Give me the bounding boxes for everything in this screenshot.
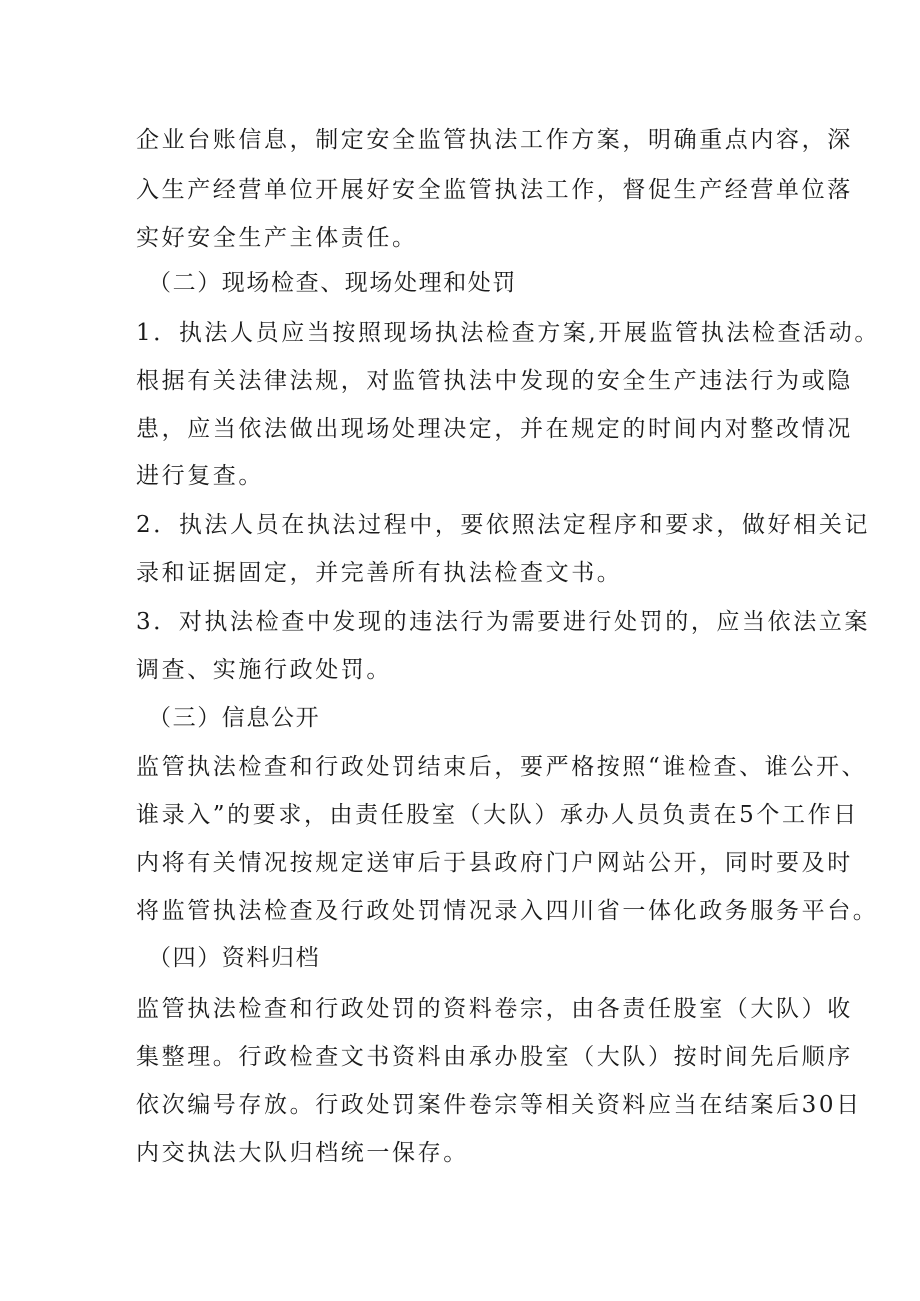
body-line: 1．执法人员应当按照现场执法检查方案,开展监管执法检查活动。 — [136, 320, 880, 346]
body-line: 进行复查。 — [136, 463, 264, 489]
body-line: 内交执法大队归档统一保存。 — [136, 1140, 469, 1166]
body-line: 谁录入”的要求，由责任股室（大队）承办人员负责在5个工作日 — [136, 802, 859, 828]
body-line: 录和证据固定，并完善所有执法检查文书。 — [136, 560, 623, 586]
body-line: 根据有关法律法规，对监管执法中发现的安全生产违法行为或隐 — [136, 368, 853, 394]
body-line: 集整理。行政检查文书资料由承办股室（大队）按时间先后顺序 — [136, 1044, 853, 1070]
body-line: 患，应当依法做出现场处理决定，并在规定的时间内对整改情况 — [136, 416, 853, 442]
body-line: 企业台账信息，制定安全监管执法工作方案，明确重点内容，深 — [136, 127, 853, 153]
body-line: 内将有关情况按规定送审后于县政府门户网站公开，同时要及时 — [136, 850, 853, 876]
body-line: 监管执法检查和行政处罚的资料卷宗，由各责任股室（大队）收 — [136, 996, 853, 1022]
body-line: 入生产经营单位开展好安全监管执法工作，督促生产经营单位落 — [136, 177, 853, 203]
body-line: 2．执法人员在执法过程中，要依照法定程序和要求，做好相关记 — [136, 512, 871, 538]
body-line: 将监管执法检查及行政处罚情况录入四川省一体化政务服务平台。 — [136, 898, 879, 924]
section-heading: （二）现场检查、现场处理和处罚 — [148, 270, 517, 296]
section-heading: （四）资料归档 — [148, 945, 321, 971]
body-line: 3．对执法检查中发现的违法行为需要进行处罚的，应当依法立案 — [136, 609, 871, 635]
section-heading: （三）信息公开 — [148, 705, 321, 731]
body-line: 实好安全生产主体责任。 — [136, 225, 418, 251]
body-line: 调查、实施行政处罚。 — [136, 657, 392, 683]
body-line: 依次编号存放。行政处罚案件卷宗等相关资料应当在结案后30日 — [136, 1092, 862, 1118]
body-line: 监管执法检查和行政处罚结束后，要严格按照“谁检查、谁公开、 — [136, 754, 868, 780]
